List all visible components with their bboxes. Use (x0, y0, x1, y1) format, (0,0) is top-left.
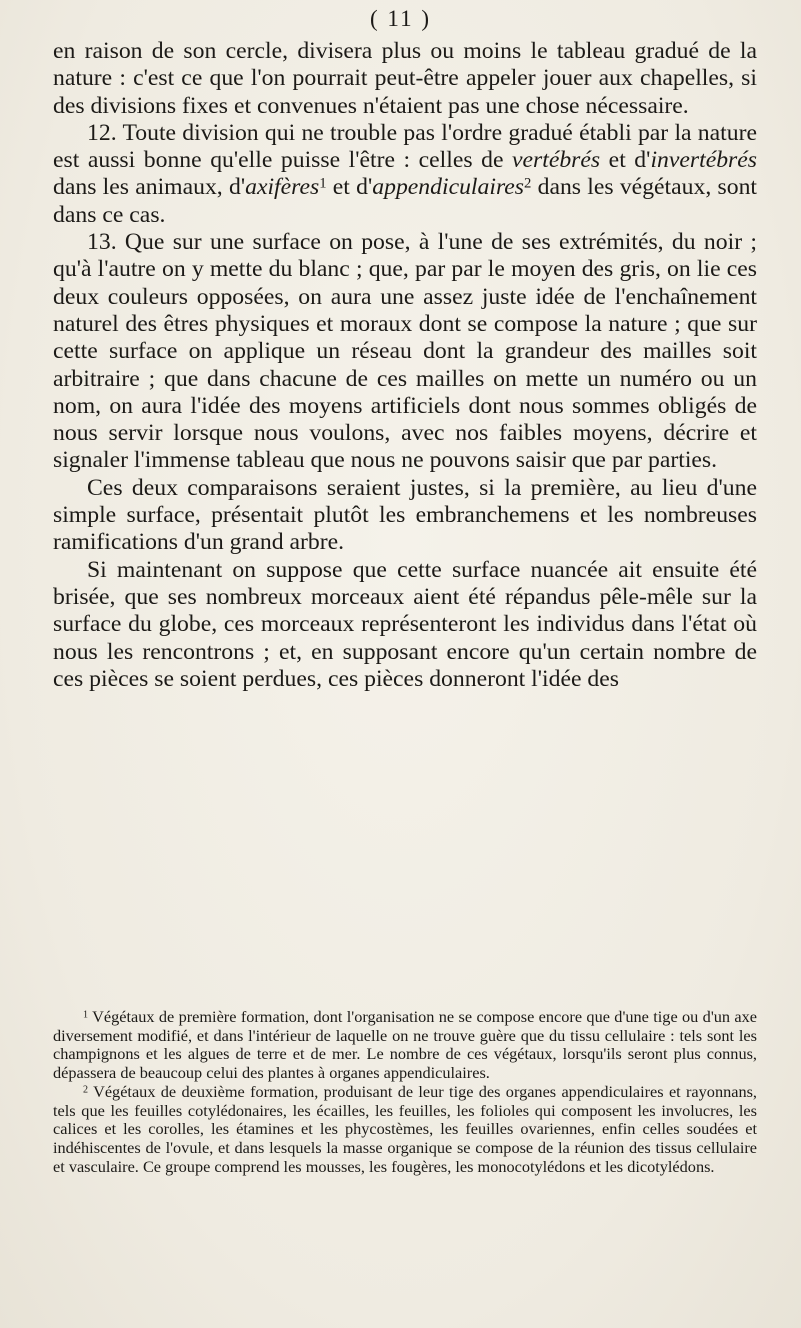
italic-term: axifères (245, 174, 320, 201)
text-run: Si maintenant on suppose que cette surface nuancée ait ensuite été brisée, que ses nombreux morceaux aient été répandus pêle-mêle sur la surface du globe, ces morceaux représenteront les individus dans l'état où nous les rencontrons ; et, en supposant encore qu'un certain nombre de ces pièces se soient perdues, ces pièces donneront l'idée des (53, 556, 757, 692)
paragraph-p3 (53, 229, 757, 475)
paragraph-p1 (53, 38, 757, 120)
text-run: en raison de son cercle, divisera plus ou moins le tableau gradué de la nature : c'est ce que l'on pourrait peut-être appeler jouer aux chapelles, si des divisions fixes et convenues n'étaient pas une chose nécessaire. (53, 38, 757, 119)
italic-term: vertébrés (512, 147, 601, 174)
text-run: Végétaux de deuxième formation, produisant de leur tige des organes appendiculaires et rayonnans, tels que les feuilles cotylédonaires, les écailles, les feuilles, les folioles qui composent les involucres, les calices et les corolles, les étamines et les phycostèmes, les feuilles ovariennes, enfin celles soudées et indéhiscentes de l'ovule, et dans lesquels la masse organique se compose de la réunion des tissus cellulaire et vasculaire. Ce groupe comprend les mousses, les fougères, les monocotylédons et les dicotylédons. (53, 1081, 757, 1176)
footnote-marker: 2 (524, 175, 532, 192)
text-run: 12. Toute division qui ne trouble pas l'ordre gradué établi par la nature est aussi bonne qu'elle puisse l'être : celles de (53, 119, 757, 174)
text-run: Ces deux comparaisons seraient justes, si la première, au lieu d'une simple surface, présentait plutôt les embranchemens et les nombreuses ramifications d'un grand arbre. (53, 474, 757, 556)
footnote-fn1 (53, 1008, 757, 1083)
text-run: Végétaux de première formation, dont l'organisation ne se compose encore que d'une tige ou d'un axe diversement modifié, et dans l'intérieur de laquelle on ne trouve guère que du tissu cellulaire : tels sont les champignons et les algues de terre et de mer. Le nombre de ces végétaux, lorsqu'ils seront plus connus, dépassera de beaucoup celui des plantes à organes appendiculaires. (53, 1007, 757, 1083)
footnote-marker: 2 (83, 1084, 89, 1096)
text-run: et d' (600, 147, 651, 174)
footnote-fn2 (53, 1083, 757, 1177)
text-run: 13. Que sur une surface on pose, à l'une de ses extrémités, du noir ; qu'à l'autre on y mette du blanc ; que, par par le moyen des gris, on lie ces deux couleurs opposées, on aura une assez juste idée de l'enchaînement naturel des êtres physiques et moraux dont se compose la nature ; que sur cette surface on applique un réseau dont la grandeur des mailles soit arbitraire ; que dans chacune de ces mailles on mette un numéro ou un nom, on aura l'idée des moyens artificiels dont nous sommes obligés de nous servir lorsque nous voulons, avec nos faibles moyens, décrire et signaler l'immense tableau que nous ne pouvons saisir que par parties. (53, 229, 757, 474)
text-run: dans les animaux, d' (53, 174, 246, 201)
paragraph-p4 (53, 475, 757, 557)
italic-term: appendiculaires (372, 174, 525, 201)
paragraph-p5 (53, 557, 757, 693)
text-run: dans les végétaux, sont dans ce cas. (53, 174, 757, 228)
main-text (53, 38, 757, 693)
footnote-marker: 1 (83, 1009, 89, 1021)
footnotes (53, 1008, 757, 1176)
italic-term: invertébrés (650, 147, 757, 174)
paragraph-p2 (53, 120, 757, 229)
text-run: et d' (326, 174, 373, 201)
page-number: ( 11 ) (370, 6, 431, 31)
footnote-marker: 1 (319, 175, 327, 192)
